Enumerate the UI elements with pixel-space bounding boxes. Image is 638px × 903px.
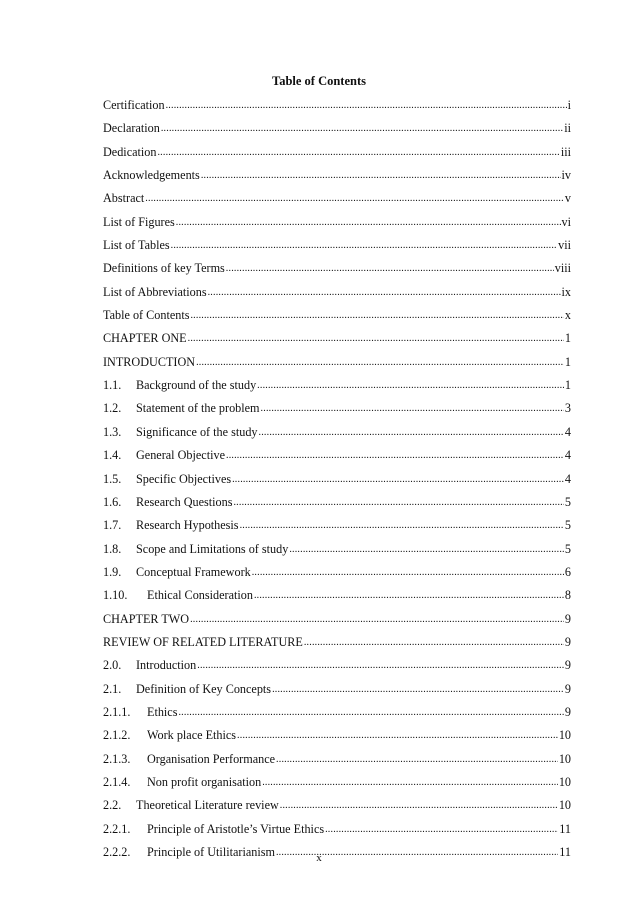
toc-entry-page: iv <box>561 168 571 183</box>
toc-entry[interactable] <box>103 612 571 635</box>
toc-entry-number: 2.1.2. <box>103 728 131 743</box>
toc-entry-page: viii <box>554 261 571 276</box>
toc-entry-page: 4 <box>564 471 571 486</box>
toc-entry-label: Dedication <box>103 144 157 159</box>
toc-leader-dots <box>259 427 564 438</box>
toc-entry-label: Research Questions <box>136 494 233 509</box>
toc-leader-dots <box>190 614 564 625</box>
toc-entry-page: vii <box>558 238 571 253</box>
toc-entry-label: Theoretical Literature review <box>136 798 279 813</box>
toc-entry-label: List of Figures <box>103 214 175 229</box>
page-number: x <box>316 852 322 864</box>
toc-leader-dots <box>201 170 561 181</box>
toc-entry-number: 2.0. <box>103 658 122 673</box>
toc-entry-page: 11 <box>559 845 571 859</box>
toc-entry-page: 9 <box>564 611 571 626</box>
toc-entry-page: i <box>567 98 571 112</box>
toc-entry-number: 1.6. <box>103 494 122 509</box>
toc-entry-number: 2.1.4. <box>103 774 131 789</box>
toc-entry[interactable] <box>103 121 571 144</box>
toc-leader-dots <box>176 217 561 228</box>
toc-leader-dots <box>197 660 564 671</box>
toc-entry[interactable] <box>103 588 571 611</box>
toc-entry-page: 5 <box>564 494 571 509</box>
toc-entry[interactable] <box>103 238 571 261</box>
toc-entry-label: CHAPTER ONE <box>103 331 187 346</box>
toc-entry-page: ix <box>561 284 571 299</box>
toc-entry-page: 10 <box>558 751 571 766</box>
toc-entry-page: ii <box>564 121 571 136</box>
toc-entry-label: Statement of the problem <box>136 401 260 416</box>
toc-leader-dots <box>289 544 564 555</box>
toc-entry-number: 1.9. <box>103 564 122 579</box>
toc-entry[interactable] <box>103 682 571 705</box>
toc-leader-dots <box>272 684 564 695</box>
toc-entry-page: 5 <box>564 541 571 556</box>
toc-entry-page: v <box>564 191 571 206</box>
toc-leader-dots <box>257 380 564 391</box>
toc-entry[interactable] <box>103 191 571 214</box>
toc-entry-number: 2.1.1. <box>103 704 131 719</box>
toc-entry-label: Specific Objectives <box>136 471 232 486</box>
toc-entry[interactable] <box>103 168 571 191</box>
toc-entry[interactable] <box>103 308 571 331</box>
toc-entry[interactable] <box>103 425 571 448</box>
toc-entry-label: Certification <box>103 98 165 112</box>
toc-entry-label: Research Hypothesis <box>136 518 239 533</box>
toc-entry-label: Non profit organisation <box>147 774 262 789</box>
toc-leader-dots <box>188 333 564 344</box>
toc-entry-label: List of Tables <box>103 238 170 253</box>
toc-leader-dots <box>190 310 563 321</box>
toc-leader-dots <box>233 497 563 508</box>
toc-leader-dots <box>262 777 558 788</box>
toc-leader-dots <box>240 520 564 531</box>
toc-entry-page: iii <box>560 144 571 159</box>
toc-entry-label: Declaration <box>103 121 160 136</box>
toc-entry-number: 1.8. <box>103 541 122 556</box>
toc-entry-page: 3 <box>564 401 571 416</box>
toc-leader-dots <box>304 637 564 648</box>
toc-entry[interactable] <box>103 635 571 658</box>
toc-entry-number: 1.10. <box>103 588 128 603</box>
toc-entry-page: 4 <box>564 424 571 439</box>
toc-entry-number: 1.2. <box>103 401 122 416</box>
toc-entry-number: 1.7. <box>103 518 122 533</box>
toc-leader-dots <box>325 824 558 835</box>
toc-leader-dots <box>261 403 564 414</box>
toc-entry-label: Conceptual Framework <box>136 564 251 579</box>
toc-entry[interactable] <box>103 495 571 518</box>
toc-entry-label: Table of Contents <box>103 308 190 323</box>
toc-entry-label: Definition of Key Concepts <box>136 681 272 696</box>
toc-leader-dots <box>171 240 558 251</box>
toc-entry-label: Abstract <box>103 191 145 206</box>
toc-entry-page: 10 <box>558 728 571 743</box>
toc-entry-number: 1.1. <box>103 378 122 393</box>
toc-leader-dots <box>252 567 564 578</box>
toc-entry-label: Background of the study <box>136 378 257 393</box>
toc-entry-number: 1.5. <box>103 471 122 486</box>
toc-entry-label: Ethical Consideration <box>147 588 253 603</box>
toc-entry-label: CHAPTER TWO <box>103 611 190 626</box>
toc-entry-label: Introduction <box>136 658 197 673</box>
toc-leader-dots <box>145 193 564 204</box>
toc-entry[interactable] <box>103 518 571 541</box>
toc-entry-number: 2.1.3. <box>103 751 131 766</box>
toc-entry-page: 1 <box>564 378 571 393</box>
toc-entry-page: 9 <box>564 681 571 696</box>
toc-entry[interactable] <box>103 145 571 168</box>
toc-leader-dots <box>280 800 558 811</box>
toc-entry-label: Principle of Utilitarianism <box>147 845 275 859</box>
toc-entry-page: x <box>564 308 571 323</box>
toc-entry[interactable] <box>103 658 571 681</box>
toc-entry[interactable] <box>103 822 571 845</box>
page-title: Table of Contents <box>272 74 366 88</box>
toc-entry-number: 2.2.2. <box>103 845 131 859</box>
toc-entry-page: 10 <box>558 798 571 813</box>
toc-entry[interactable] <box>103 98 571 121</box>
toc-entry-label: Significance of the study <box>136 424 258 439</box>
toc-entry[interactable] <box>103 472 571 495</box>
toc-leader-dots <box>166 100 567 111</box>
toc-entry[interactable] <box>103 565 571 588</box>
toc-leader-dots <box>157 147 559 158</box>
toc-entry[interactable] <box>103 542 571 565</box>
toc-leader-dots <box>232 474 564 485</box>
toc-entry-page: 1 <box>564 354 571 369</box>
toc-entry[interactable] <box>103 728 571 751</box>
toc-entry[interactable] <box>103 215 571 238</box>
toc-entry[interactable] <box>103 448 571 471</box>
toc-entry-number: 2.2.1. <box>103 821 131 836</box>
toc-entry-number: 1.3. <box>103 424 122 439</box>
toc-leader-dots <box>226 263 554 274</box>
toc-entry-label: Organisation Performance <box>147 751 276 766</box>
toc-entry[interactable] <box>103 261 571 284</box>
toc-entry-label: REVIEW OF RELATED LITERATURE <box>103 634 303 649</box>
toc-entry-label: Scope and Limitations of study <box>136 541 289 556</box>
toc-entry-page: 11 <box>559 821 571 836</box>
toc-entry-page: 9 <box>564 634 571 649</box>
toc-entry-number: 2.2. <box>103 798 122 813</box>
toc-entry-page: 9 <box>564 658 571 673</box>
toc-entry-label: Work place Ethics <box>147 728 237 743</box>
toc-entry[interactable] <box>103 798 571 821</box>
toc-entry-label: General Objective <box>136 448 225 463</box>
toc-entry-label: INTRODUCTION <box>103 354 196 369</box>
toc-entry[interactable] <box>103 401 571 424</box>
toc-entry-label: Acknowledgements <box>103 168 200 183</box>
toc-entry-page: 10 <box>558 774 571 789</box>
toc-entry-label: Ethics <box>147 704 178 719</box>
toc-entry-label: Definitions of key Terms <box>103 261 225 276</box>
toc-entry[interactable] <box>103 331 571 354</box>
toc-leader-dots <box>254 590 564 601</box>
toc-leader-dots <box>196 357 564 368</box>
toc-entry[interactable] <box>103 705 571 728</box>
toc-entry-page: 5 <box>564 518 571 533</box>
toc-entry-page: 9 <box>564 704 571 719</box>
toc-leader-dots <box>161 123 563 134</box>
toc-entry-number: 2.1. <box>103 681 122 696</box>
toc-entry[interactable] <box>103 752 571 775</box>
toc-leader-dots <box>226 450 564 461</box>
toc-entry[interactable] <box>103 285 571 308</box>
toc-entry-label: Principle of Aristotle’s Virtue Ethics <box>147 821 325 836</box>
toc-leader-dots <box>178 707 563 718</box>
toc-leader-dots <box>237 730 558 741</box>
toc-leader-dots <box>276 754 558 765</box>
toc-entry-number: 1.4. <box>103 448 122 463</box>
toc-list <box>103 98 571 868</box>
toc-entry[interactable] <box>103 775 571 798</box>
toc-entry[interactable] <box>103 355 571 378</box>
toc-entry-page: 6 <box>564 564 571 579</box>
toc-entry-label: List of Abbreviations <box>103 284 207 299</box>
toc-leader-dots <box>208 287 561 298</box>
toc-entry-page: vi <box>561 214 571 229</box>
toc-entry-page: 8 <box>564 588 571 603</box>
toc-entry[interactable] <box>103 378 571 401</box>
toc-entry-page: 1 <box>564 331 571 346</box>
toc-entry-page: 4 <box>564 448 571 463</box>
